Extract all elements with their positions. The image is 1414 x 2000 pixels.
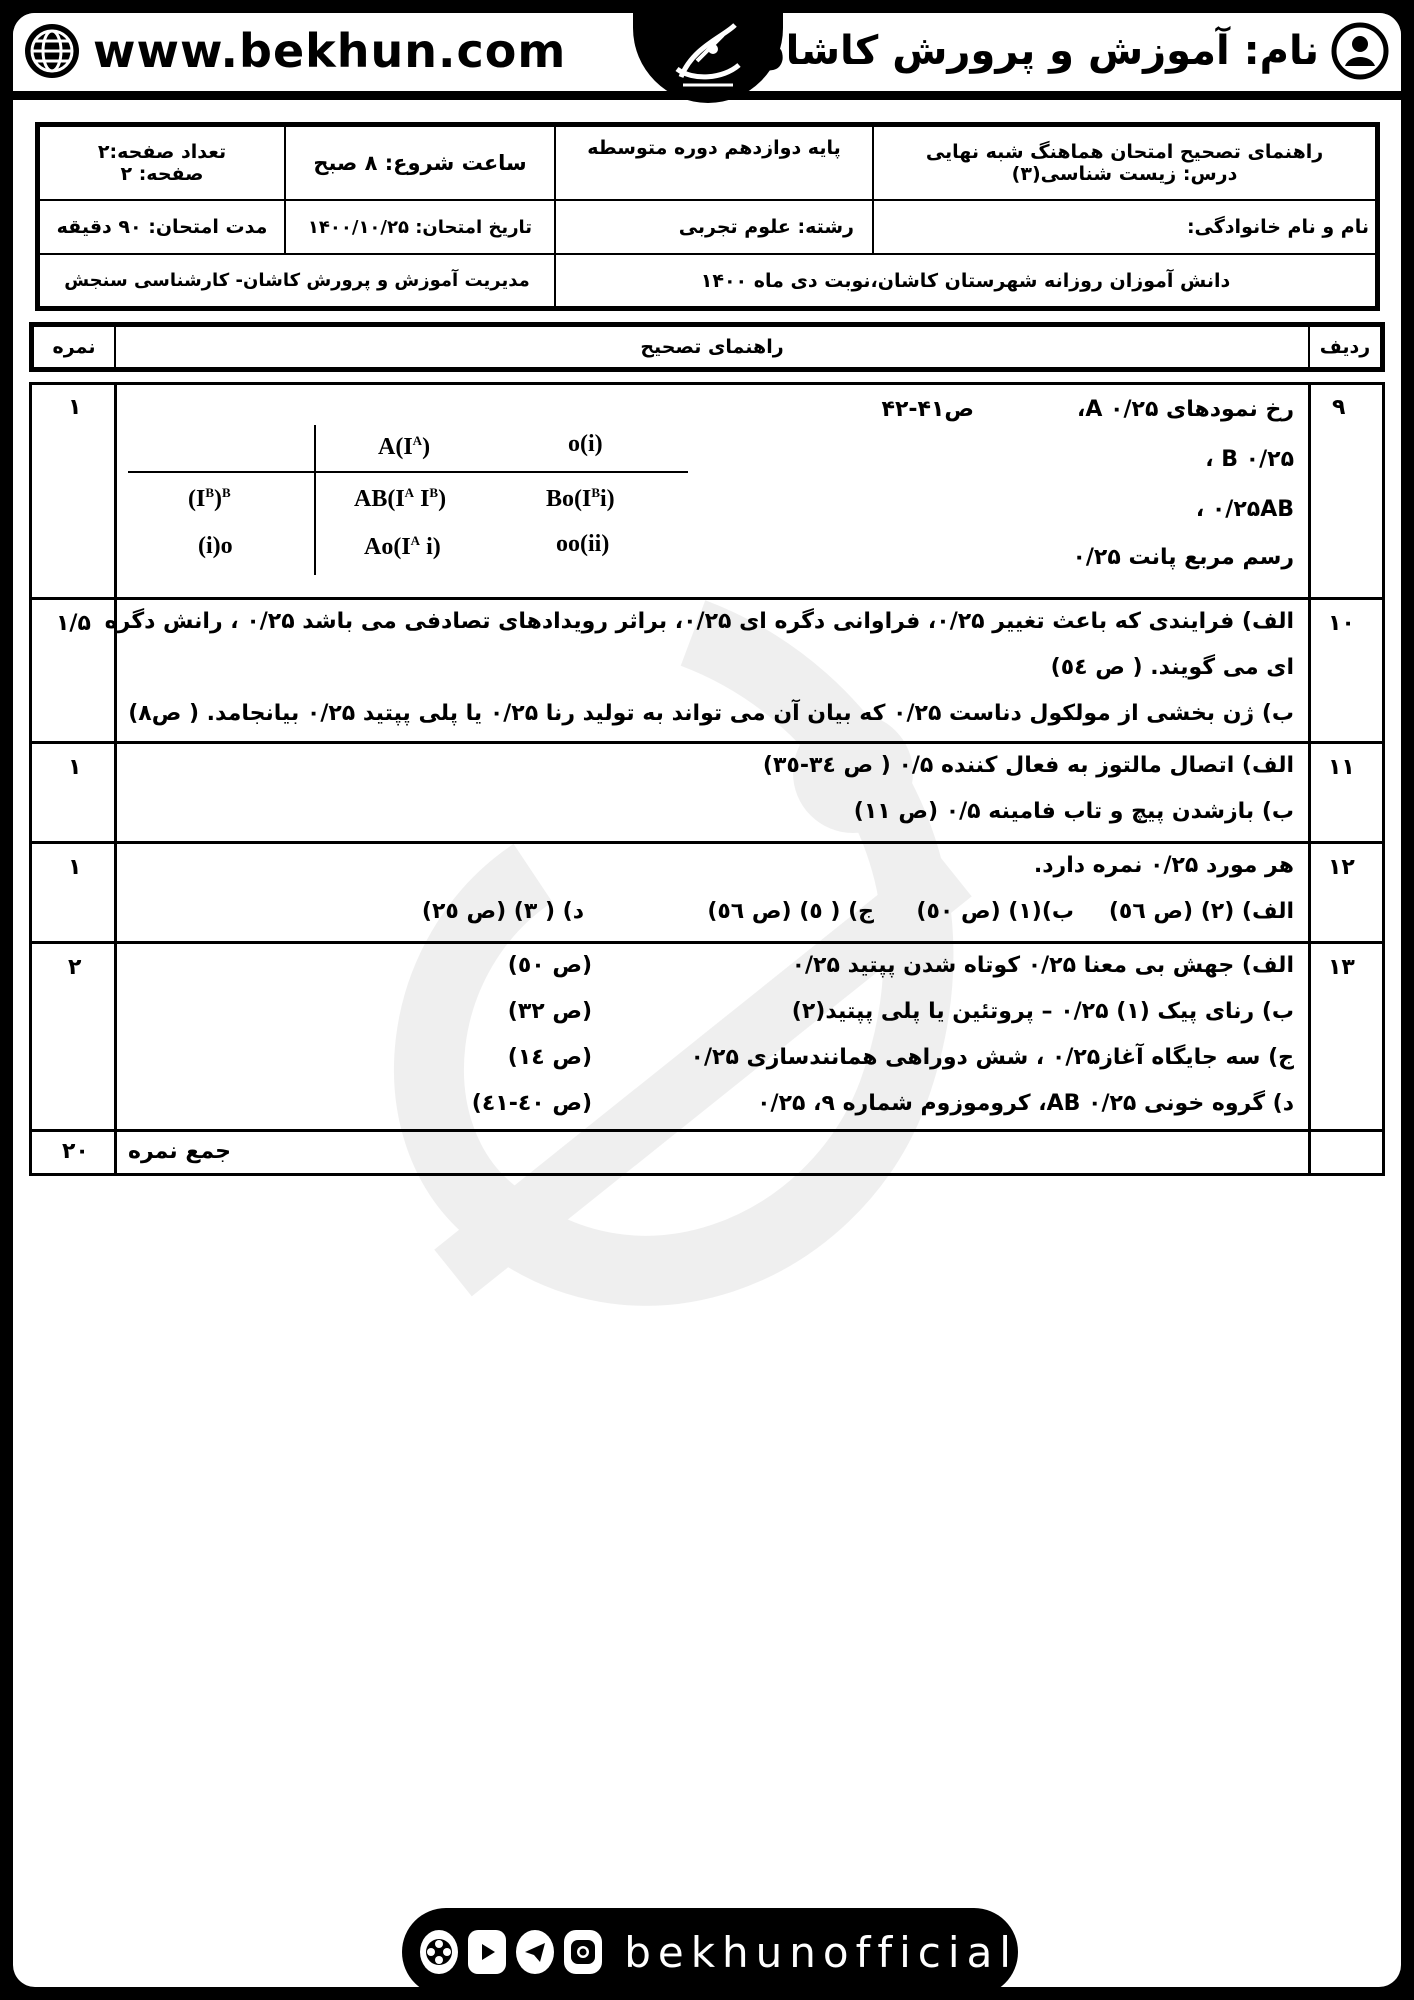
q13-answer-a: الف) جهش بی معنا ۰/۲۵ کوتاه شدن پپتید ۰/۲۵ [791, 953, 1294, 978]
q12-answer-a: الف) (۲) (ص ٥٦) [1108, 899, 1294, 924]
q13-ref-c: (ص ١٤) [507, 1045, 592, 1070]
q10-score: ۱/۵ [56, 611, 91, 636]
q9-line1: رخ نمودهای A ۰/۲۵، [1077, 397, 1294, 422]
row-header: ردیف [1308, 325, 1382, 369]
school-name [752, 21, 1389, 81]
punnett-cell-ab: $AB(I^A$ $I^B$) [354, 485, 447, 512]
user-avatar-icon [1331, 22, 1389, 80]
total-label: جمع نمره [128, 1139, 231, 1164]
q9-line3: ۰/۲۵AB ، [1195, 497, 1294, 522]
q13-number: ۱۳ [1328, 955, 1355, 980]
q13-answer-d: د) گروه خونی AB ۰/۲۵، کروموزوم شماره ۹، ۰/۲۵ [757, 1091, 1294, 1116]
q9-line2: B ۰/۲۵ ، [1205, 447, 1294, 472]
answer-table-header [29, 322, 1385, 372]
site-url: www.bekhun.com [93, 24, 567, 78]
students-cell: دانش آموزان روزانه شهرستان کاشان،نوبت دی ماه ۱۴۰۰ [554, 253, 1377, 308]
start-time-cell: ساعت شروع: ۸ صبح [284, 125, 556, 201]
row-divider [32, 597, 1382, 600]
grade-cell: پایه دوازدهم دوره متوسطه [554, 125, 874, 201]
instagram-icon[interactable] [564, 1930, 602, 1974]
q10-line2: ای می گویند. ( ص ٥٤) [1050, 655, 1294, 680]
q11-number: ۱۱ [1328, 755, 1355, 780]
row-divider [32, 1129, 1382, 1132]
q9-number: ۹ [1332, 395, 1346, 420]
row-divider [32, 741, 1382, 744]
row-divider [32, 841, 1382, 844]
exam-date-cell: تاریخ امتحان: ۱۴۰۰/۱۰/۲۵ [284, 199, 556, 255]
header-bar [13, 13, 1401, 91]
punnett-square [128, 425, 688, 585]
total-score: ۲۰ [62, 1139, 89, 1164]
globe-icon [23, 22, 81, 80]
q11-score: ۱ [68, 755, 82, 780]
q11-line2: ب) بازشدن پیچ و تاب فامینه ۰/۵ (ص ۱۱) [853, 799, 1294, 824]
guide-title: راهنمای تصحیح امتحان هماهنگ شبه نهایی [925, 141, 1324, 163]
q10-line3: ب) ژن بخشی از مولکول دناست ۰/۲۵ که بیان آن می تواند به تولید رنا ۰/۲۵ یا پلی پپتید ۰/۲۵ بیانجامد. ( ص۸) [128, 701, 1294, 726]
score-column-divider [114, 385, 117, 1173]
page-count: تعداد صفحه:۲ [97, 141, 227, 163]
q13-ref-a: (ص ٥۰) [507, 953, 592, 978]
q11-line1: الف) اتصال مالتوز به فعال کننده ۰/۵ ( ص ۳٤-۳٥) [762, 753, 1294, 778]
punnett-cell-ao: $Ao(I^A$ i) [364, 533, 441, 560]
score-header: نمره [32, 325, 116, 369]
row-column-divider [1308, 385, 1311, 1173]
q13-answer-b: ب) رنای پیک (۱) ۰/۲۵ – پروتئین یا پلی پپتید(۲) [791, 999, 1294, 1024]
site-link[interactable] [23, 21, 566, 81]
q13-ref-b: (ص ۳۲) [507, 999, 592, 1024]
row-divider [32, 941, 1382, 944]
punnett-cell-oo: oo(ii) [556, 531, 610, 557]
q13-ref-d: (ص ٤۰-٤۱) [471, 1091, 592, 1116]
q10-line1: الف) فرایندی که باعث تغییر ۰/۲۵، فراوانی دگره ای ۰/۲۵، براثر رویدادهای تصادفی می باشد ۰/۲۵ ، رانش دگره [104, 609, 1294, 634]
student-name-cell: نام و نام خانوادگی: [872, 199, 1377, 255]
q13-score: ۲ [68, 955, 82, 980]
punnett-cell-bo: $Bo(I^Bi)$ [546, 485, 615, 512]
q10-number: ۱۰ [1328, 611, 1355, 636]
field-cell: رشته: علوم تجربی [554, 199, 874, 255]
q9-line4: رسم مربع پانت ۰/۲۵ [1072, 545, 1294, 570]
q9-page-ref: ص۴۱-۴۲ [881, 397, 974, 422]
punnett-header-a: $A(I^A)$ [378, 433, 431, 460]
q12-answer-b: ب)(۱) (ص ٥۰) [916, 899, 1074, 924]
youtube-icon[interactable] [468, 1930, 506, 1974]
aparat-icon[interactable] [420, 1930, 458, 1974]
social-footer[interactable] [402, 1908, 1018, 1987]
punnett-row-b: $(I^B)^B$ [188, 485, 231, 512]
q13-answer-c: ج) سه جایگاه آغاز۰/۲۵ ، شش دوراهی همانندسازی ۰/۲۵ [690, 1045, 1294, 1070]
guide-title-cell [872, 125, 1377, 201]
q12-answer-c: ج) ( ٥) (ص ٥٦) [707, 899, 874, 924]
name-label: نام: آموزش و پرورش کاشان [751, 28, 1319, 74]
social-handle: bekhunofficial [624, 1927, 1018, 1977]
q12-number: ۱۲ [1328, 855, 1355, 880]
duration-cell: مدت امتحان: ۹۰ دقیقه [38, 199, 286, 255]
q12-answer-d: د) ( ۳) (ص ۲٥) [421, 899, 584, 924]
page-info-cell [38, 125, 286, 201]
punnett-vline [314, 425, 316, 575]
course-name: درس: زیست شناسی(۳) [1011, 163, 1238, 185]
page-number: صفحه: ۲ [120, 163, 204, 185]
punnett-header-o: o(i) [568, 431, 603, 457]
guide-header: راهنمای تصحیح [114, 325, 1310, 369]
punnett-row-o: (i)o [198, 533, 233, 559]
q9-score: ۱ [68, 395, 82, 420]
exam-info-table [35, 122, 1380, 311]
q12-score: ۱ [68, 855, 82, 880]
bekhun-logo-icon [653, 17, 763, 93]
telegram-icon[interactable] [516, 1930, 554, 1974]
punnett-hline [128, 471, 688, 473]
answer-table [29, 382, 1385, 1176]
header-divider [13, 91, 1401, 100]
management-cell: مدیریت آموزش و پرورش کاشان- کارشناسی سنجش [38, 253, 556, 308]
q12-line1: هر مورد ۰/۲۵ نمره دارد. [1033, 853, 1294, 878]
page-frame [13, 13, 1401, 1987]
